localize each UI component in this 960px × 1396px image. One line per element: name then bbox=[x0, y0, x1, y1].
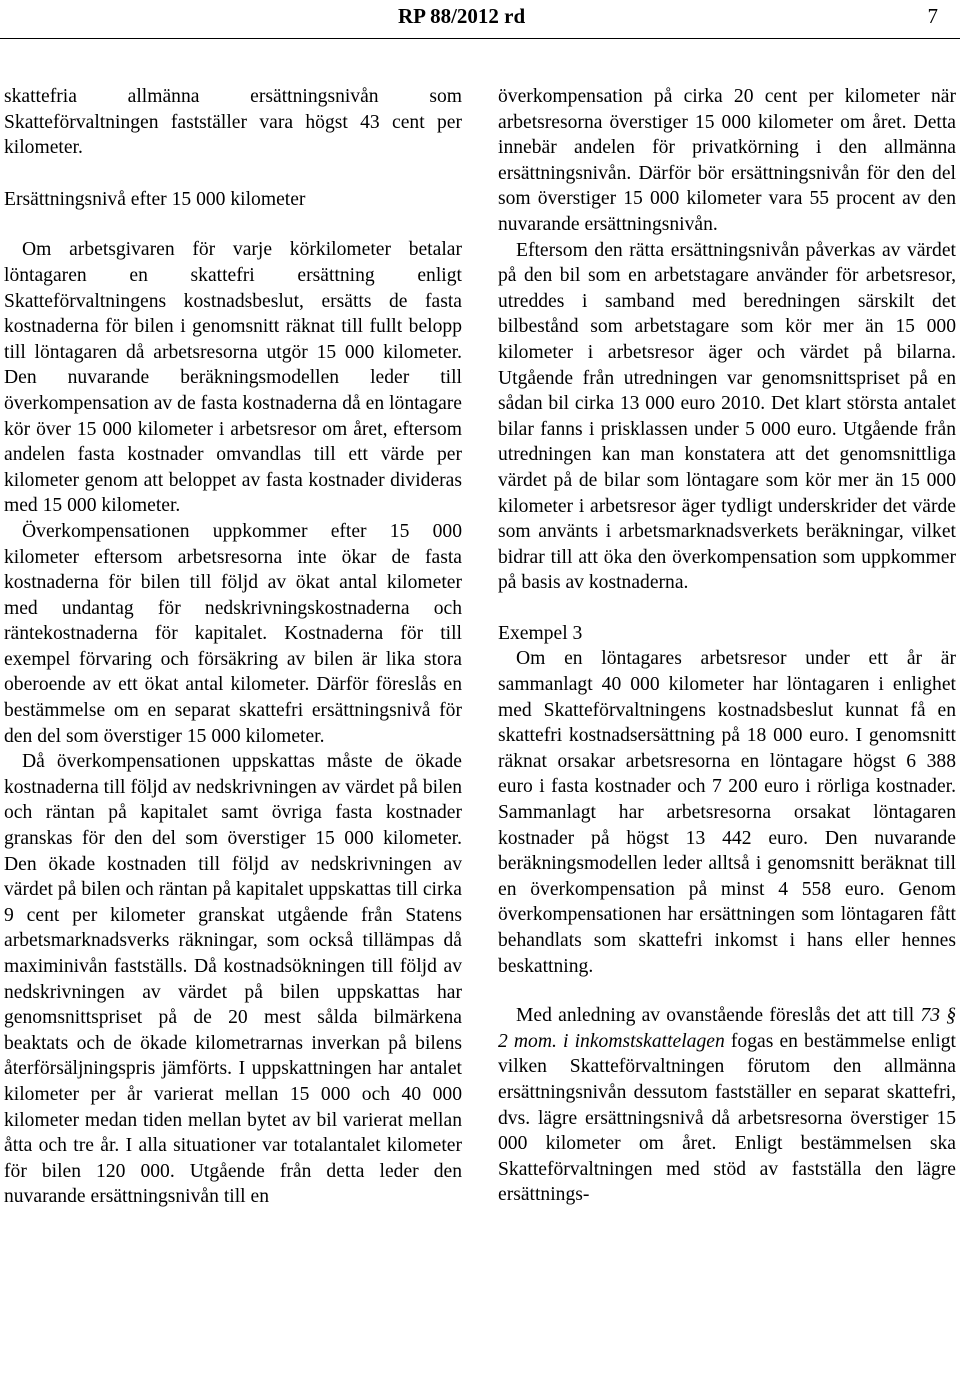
page-header bbox=[0, 0, 960, 40]
paragraph: Om en löntagares arbetsresor under ett år är sammanlagt 40 000 kilometer har löntagaren i enlighet med Skatteförvaltningens kostnadsbeslut kunnat få en skattefri kostnadsersättning på 18 000 euro. I genomsnitt räknat orsakar arbetsresorna en löntagare högst 6 388 euro i fasta kostnader och 7 200 euro i rörliga kostnader. Sammanlagt har arbetsresorna orsakat löntagaren kostnader på högst 13 442 euro. Den nuvarande beräkningsmodellen leder alltså i genomsnitt beräknat till en överkompensation på minst 4 558 euro. Genom överkompensationen har ersättningen som löntagaren fått behandlats som skattefri inkomst i hans eller hennes beskattning. bbox=[498, 648, 956, 977]
paragraph: överkompensation på cirka 20 cent per kilometer när arbetsresorna överstiger 15 000 kilometer om året. Detta innebär andelen för privatkörning i den allmänna ersättningsnivån. Därför bör ersättningsnivån för den del som överstiger 15 000 kilometer vara 55 procent av den nuvarande ersättningsnivån. bbox=[498, 86, 956, 235]
paragraph: Då överkompensationen uppskattas måste de ökade kostnaderna till följd av nedskrivningen av värdet på bilen och räntan på kapitalet samt övriga fasta kostnader granskas för den del som överstiger 15 000 kilometer. Den ökade kostnaden till följd av nedskrivningen av värdet på bilen och räntan på kapitalet uppskattas till cirka 9 cent per kilometer granskat utgående från Statens arbetsmarknadsverks räkningar, som också tillämpas då maximinivån fastställs. Då kostnadsökningen till följd av nedskrivningen av värdet på bilen uppskattas har genomsnittspriset på de 20 mest sålda bilmärkena beaktats och de ökade kilometrarnas inverkan på bilens återförsäljningspris jämförts. I uppskattningen har antalet kilometer per år varierat mellan 15 000 och 40 000 kilometer medan tiden mellan bytet av bil varierat mellan åtta och tre år. I alla situationer var totalantalet kilometer för bilen 120 000. Utgående från detta leder den nuvarande ersättningsnivån till en bbox=[4, 751, 462, 1208]
page-number: 7 bbox=[927, 4, 938, 28]
paragraph bbox=[498, 1003, 956, 1208]
right-column bbox=[498, 84, 956, 1208]
paragraph: Överkompensationen uppkommer efter 15 000 kilometer eftersom arbetsresorna inte ökar de fasta kostnaderna för bilen till följd av ökat antal kilometer med undantag för nedskrivningskostnaderna och räntekostnaderna för kapitalet. Kostnaderna för till exempel förvaring och försäkring av bilen är lika stora oberoende av ett ökat antal kilometer. Därför föreslås en bestämmelse om en separat skattefri ersättningsnivå för den del som överstiger 15 000 kilometer. bbox=[4, 520, 462, 747]
left-column bbox=[4, 84, 462, 1210]
paragraph: Eftersom den rätta ersättningsnivån påverkas av värdet på den bil som en arbetstagare använder för arbetsresor, utreddes i samband med beredningen särskilt det bilbestånd som arbetstagare som kör mer än 15 000 kilometer i arbetsresor äger och värdet på bilarna. Utgående från utredningen var genomsnittspriset på en sådan bil cirka 13 000 euro 2010. Det klart största antalet bilar fanns i prisklassen under 5 000 euro. Utgående från utredningen kan man konstatera att det genomsnittliga värdet på de bilar som löntagare som kör mer än 15 000 kilometer i arbetsresor äger tydligt underskrider det värde som använts i arbetsmarknadsverkets beräkningar, vilket bidrar till att öka den överkompensation som uppkommer på basis av kostnaderna. bbox=[498, 239, 956, 594]
header-rule bbox=[0, 38, 960, 39]
paragraph-text: Med anledning av ovanstående föreslås det att till bbox=[516, 1005, 921, 1027]
law-reference: 73 § 2 mom. i inkomstskattelagen bbox=[498, 1005, 956, 1052]
example-heading: Exempel 3 bbox=[498, 622, 583, 644]
section-heading: Ersättningsnivå efter 15 000 kilometer bbox=[4, 188, 306, 210]
paragraph: Om arbetsgivaren för varje körkilometer betalar löntagaren en skattefri ersättning enligt Skatteförvaltningens kostnadsbeslut, ersätts de fasta kostnaderna för bilen i genomsnitt räknat till fullt belopp till löntagaren då arbetsresorna utgör 15 000 kilometer. Den nuvarande beräkningsmodellen leder till överkompensation av de fasta kostnaderna då en löntagare kör över 15 000 kilometer i arbetsresor om året, eftersom andelen fasta kostnader omvandlas till ett värde per kilometer genom att beloppet av fasta kostnader divideras med 15 000 kilometer. bbox=[4, 239, 462, 517]
document-id: RP 88/2012 rd bbox=[398, 4, 526, 28]
paragraph-text: fogas en bestämmelse enligt vilken Skatteförvaltningen förutom den allmänna ersättningsnivån dessutom fastställer en separat skattefri, dvs. lägre ersättningsnivå då arbetsresorna överstiger 15 000 kilometer om året. Enligt bestämmelsen ska Skatteförvaltningen med stöd av fastställa den lägre ersättnings- bbox=[498, 1030, 956, 1206]
paragraph: skattefria allmänna ersättningsnivån som Skatteförvaltningen fastställer vara högst 43 cent per kilometer. bbox=[4, 86, 462, 159]
